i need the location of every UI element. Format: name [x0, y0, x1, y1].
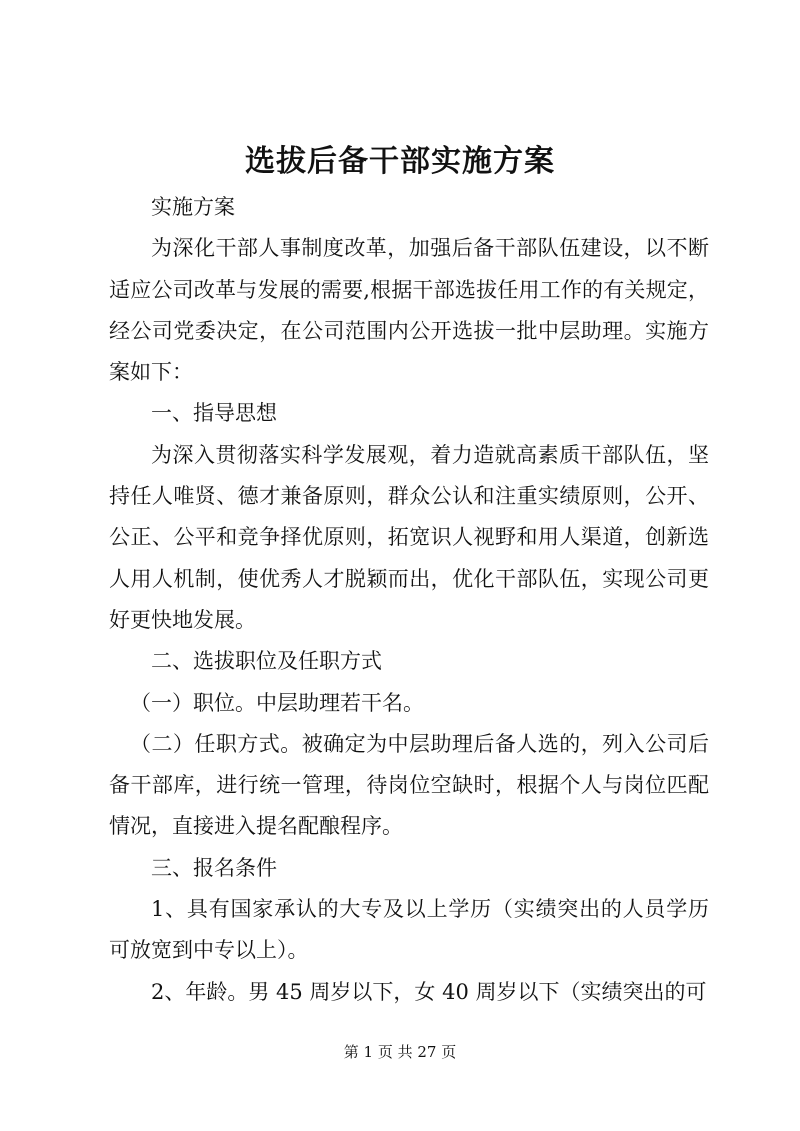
page-footer: 第 1 页 共 27 页 [343, 1043, 457, 1061]
paragraph-guiding-ideology: 为深入贯彻落实科学发展观，着力造就高素质干部队伍，坚持任人唯贤、德才兼备原则，群众公认和注重实绩原则，公开、公正、公平和竞争择优原则，拓宽识人视野和用人渠道，创新选人用人机制，使优秀人才脱颖而出，优化干部队伍，实现公司更好更快地发展。 [109, 442, 709, 632]
section-heading-positions: 二、选拔职位及任职方式 [151, 649, 382, 674]
section-heading-requirements: 三、报名条件 [151, 855, 277, 880]
paragraph-subtitle: 实施方案 [151, 195, 235, 219]
document-title: 选拔后备干部实施方案 [245, 144, 555, 179]
section-heading-guiding-ideology: 一、指导思想 [151, 401, 277, 426]
paragraph-appointment-method: （二）任职方式。被确定为中层助理后备人选的，列入公司后备干部库，进行统一管理，待岗位空缺时，根据个人与岗位匹配情况，直接进入提名配酿程序。 [109, 731, 709, 839]
document-body [109, 187, 709, 1013]
paragraph-requirement-age: 2、年龄。男 45 周岁以下，女 40 周岁以下（实绩突出的可 [151, 979, 707, 1004]
paragraph-requirement-education: 1、具有国家承认的大专及以上学历（实绩突出的人员学历可放宽到中专以上）。 [109, 897, 709, 963]
paragraph-positions: （一）职位。中层助理若干名。 [130, 690, 424, 715]
paragraph-intro: 为深化干部人事制度改革，加强后备干部队伍建设，以不断适应公司改革与发展的需要,根据干部选拔任用工作的有关规定，经公司党委决定，在公司范围内公开选拔一批中层助理。实施方案如下： [109, 236, 709, 385]
